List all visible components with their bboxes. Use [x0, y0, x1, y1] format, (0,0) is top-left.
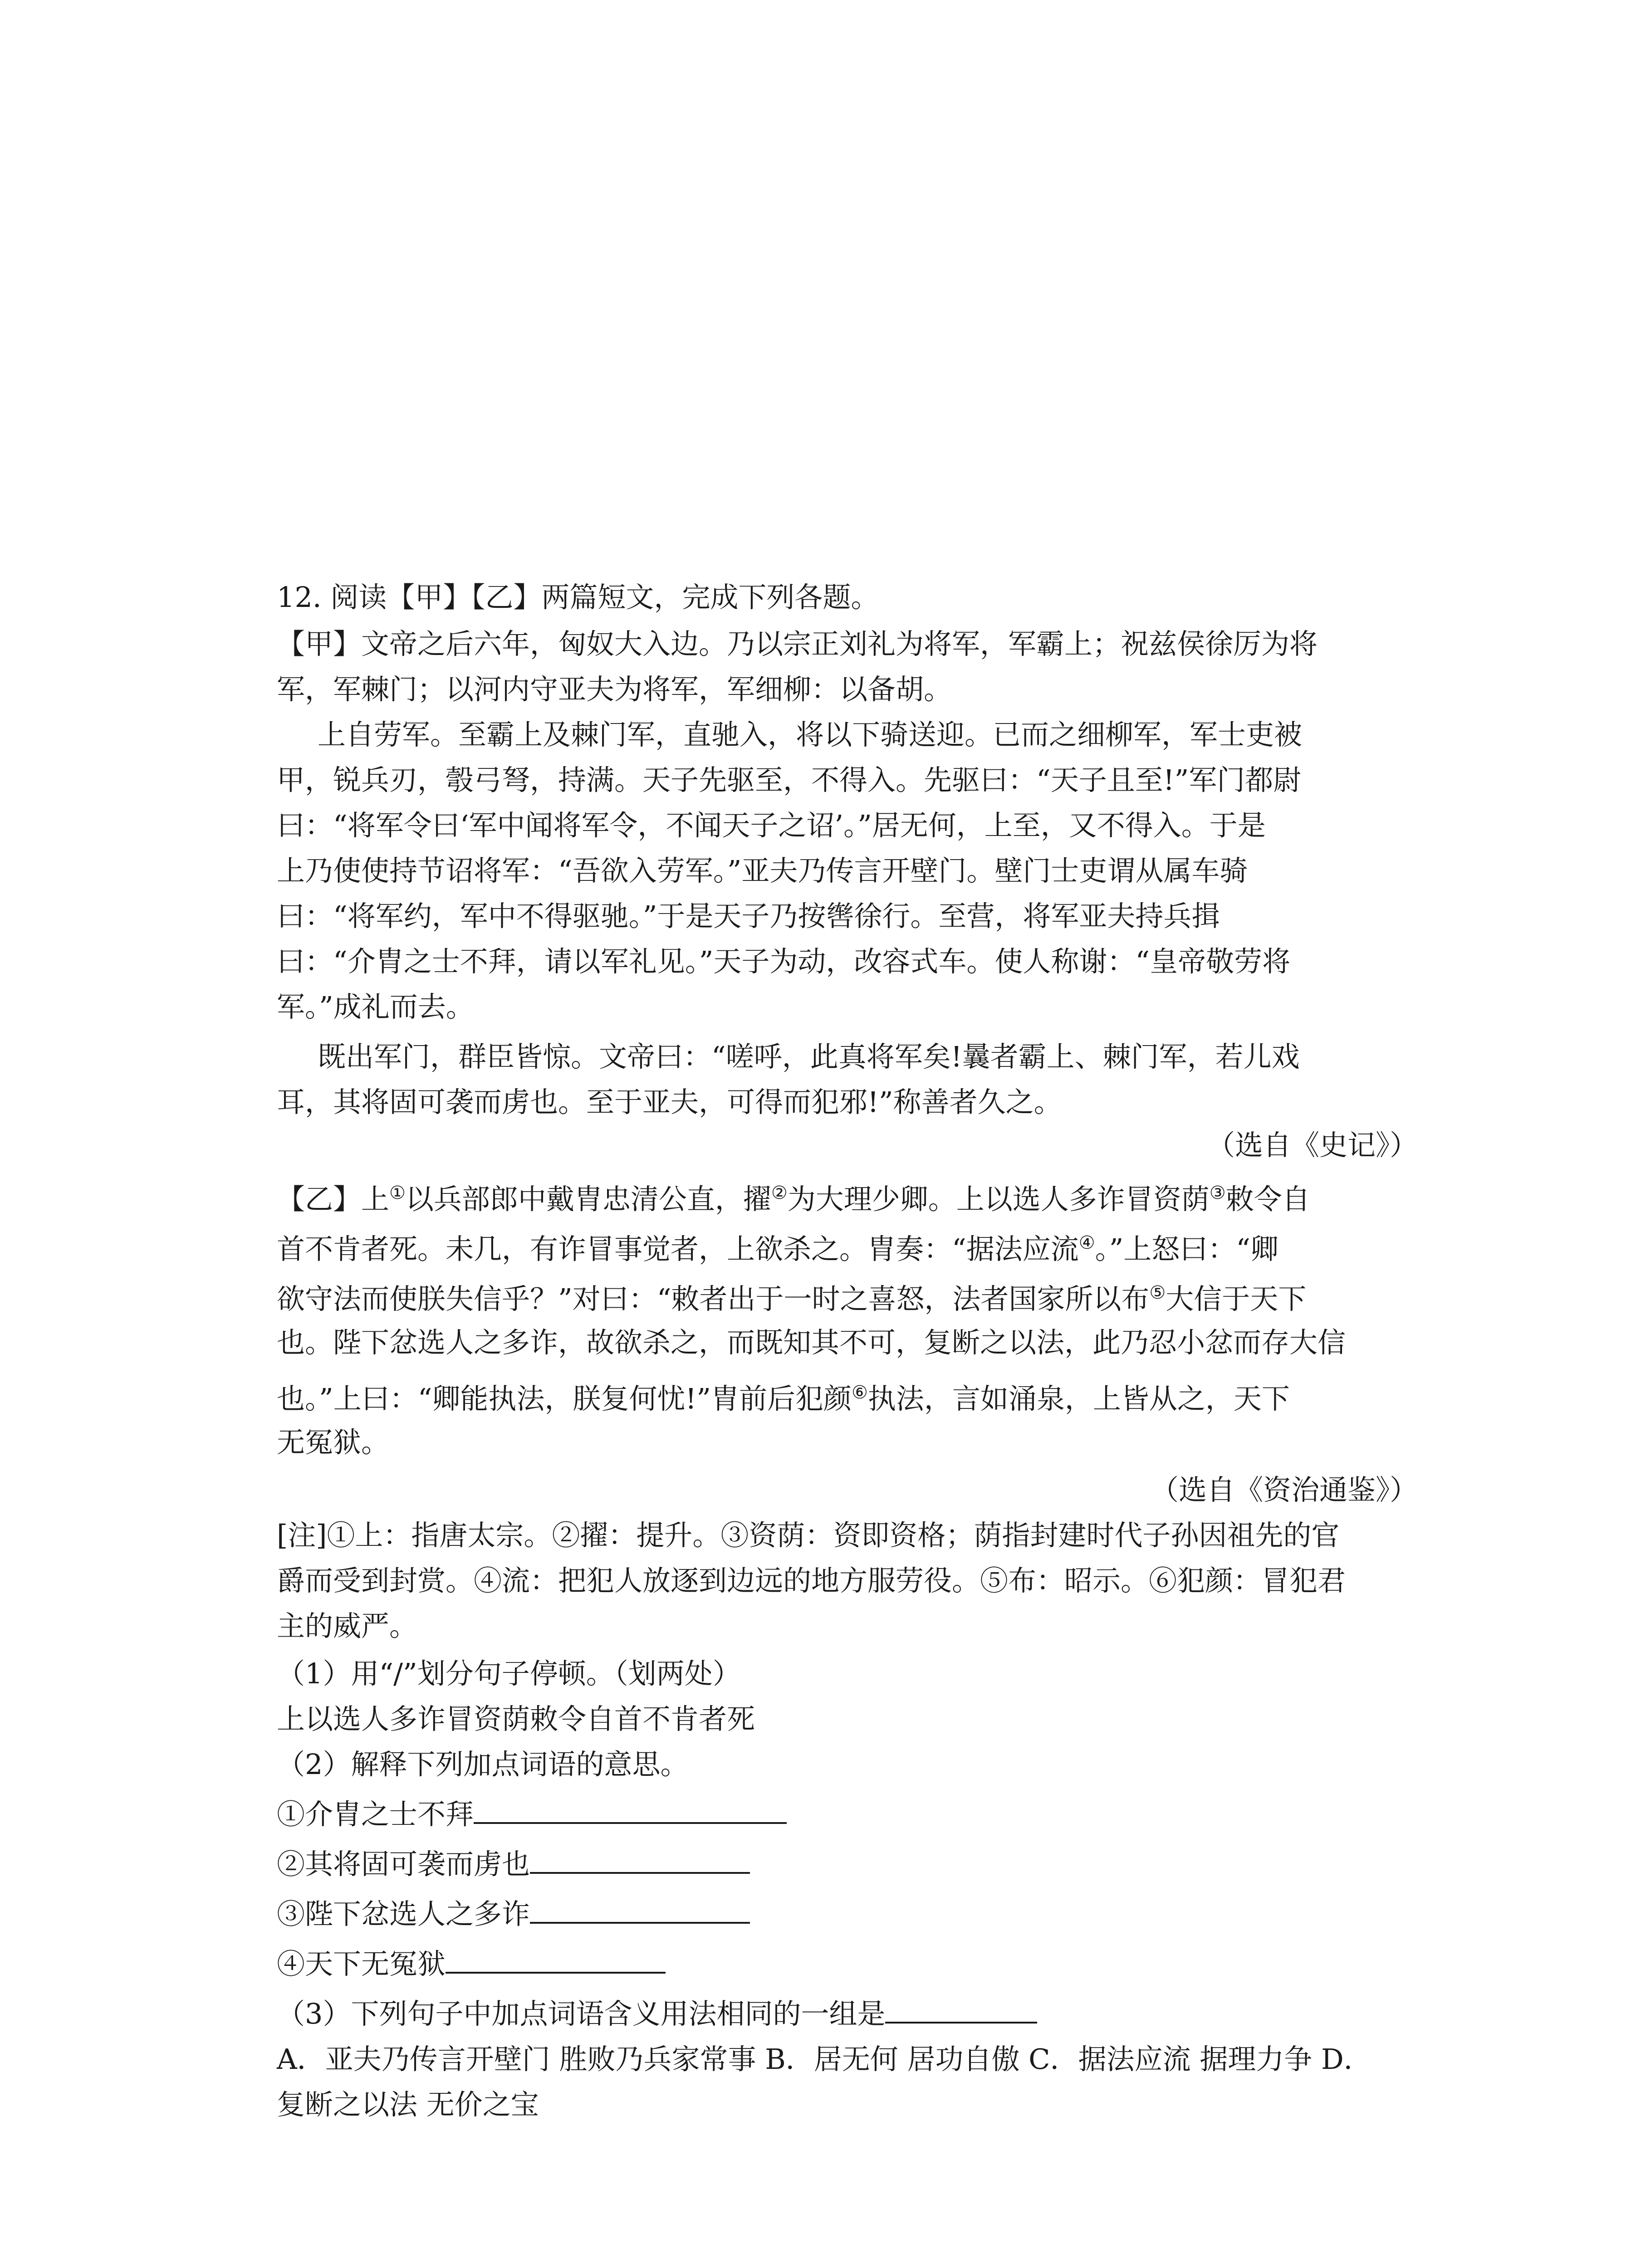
q2-item: ③陛下忿选人之多诈 [277, 1892, 750, 1937]
note-line: 爵而受到封赏。④流：把犯人放逐到边远的地方服劳役。⑤布：昭示。⑥犯颜：冒犯君 [277, 1564, 1346, 1597]
passage-line: 既出军门，群臣皆惊。文帝曰：“嗟呼，此真将军矣!曩者霸上、棘门军，若儿戏 [318, 1040, 1300, 1073]
q2-item: ①介胄之士不拜 [277, 1792, 787, 1837]
q3-options: A．亚夫乃传言开壁门 胜败乃兵家常事 B．居无何 居功自傲 C．据法应流 据理力争 D． [277, 2043, 1372, 2076]
q2-item: ④天下无冤狱 [277, 1941, 666, 1987]
answer-blank[interactable] [474, 1795, 787, 1824]
passage-line: 曰：“将军约，军中不得驱驰。”于是天子乃按辔徐行。至营，将军亚夫持兵揖 [277, 899, 1220, 933]
footnote-marker: ⑥ [852, 1382, 868, 1403]
answer-blank[interactable] [530, 1895, 750, 1924]
passage-line: 耳，其将固可袭而虏也。至于亚夫，可得而犯邪!”称善者久之。 [277, 1085, 1062, 1119]
passage-line: 曰：“介胄之士不拜，请以军礼见。”天子为动，改容式车。使人称谢：“皇帝敬劳将 [277, 945, 1291, 978]
answer-blank[interactable] [885, 1994, 1037, 2024]
note-line: [注]①上：指唐太宗。②擢：提升。③资荫：资即资格；荫指封建时代子孙因祖先的官 [277, 1519, 1340, 1552]
q3-options: 复断之以法 无价之宝 [277, 2088, 539, 2121]
footnote-marker: ① [389, 1183, 406, 1203]
passage-line: 曰：“将军令曰‘军中闻将军令，不闻天子之诏’。”居无何，上至，又不得入。于是 [277, 809, 1266, 842]
source-citation: （选自《资治通鉴》） [1150, 1473, 1418, 1506]
passage-line: 【乙】上①以兵部郎中戴胄忠清公直，擢②为大理少卿。上以选人多诈冒资荫③敕令自 [277, 1183, 1310, 1216]
q3-prompt: （3）下列句子中加点词语含义用法相同的一组是 [277, 1991, 1037, 2037]
question-title: 阅读【甲】【乙】两篇短文，完成下列各题。 [330, 581, 879, 614]
answer-blank[interactable] [530, 1845, 750, 1874]
question-heading [277, 575, 879, 620]
passage-line: 上乃使使持节诏将军：“吾欲入劳军。”亚夫乃传言开壁门。壁门士吏谓从属车骑 [277, 854, 1248, 887]
passage-line: 甲，锐兵刃，彀弓弩，持满。天子先驱至，不得入。先驱曰：“天子且至!”军门都尉 [277, 763, 1302, 797]
answer-blank[interactable] [446, 1945, 666, 1974]
q2-item: ②其将固可袭而虏也 [277, 1842, 750, 1887]
passage-line: 军。”成礼而去。 [277, 990, 474, 1023]
q1-sentence: 上以选人多诈冒资荫敕令自首不肯者死 [277, 1702, 755, 1735]
question-number: 12. [277, 581, 322, 614]
passage-line: 也。”上曰：“卿能执法，朕复何忧!”胄前后犯颜⑥执法，言如涌泉，上皆从之，天下 [277, 1382, 1290, 1415]
footnote-marker: ⑤ [1149, 1282, 1166, 1303]
source-citation: （选自《史记》） [1206, 1129, 1418, 1162]
passage-line: 【甲】文帝之后六年，匈奴大入边。乃以宗正刘礼为将军，军霸上；祝兹侯徐厉为将 [277, 627, 1318, 660]
passage-line: 军，军棘门；以河内守亚夫为将军，军细柳：以备胡。 [277, 673, 952, 706]
footnote-marker: ② [771, 1183, 788, 1203]
note-line: 主的威严。 [277, 1609, 418, 1642]
footnote-marker: ④ [1078, 1232, 1095, 1253]
footnote-marker: ③ [1209, 1183, 1226, 1203]
passage-line: 上自劳军。至霸上及棘门军，直驰入，将以下骑送迎。已而之细柳军，军士吏被 [318, 718, 1303, 751]
q2-prompt: （2）解释下列加点词语的意思。 [277, 1748, 689, 1781]
passage-line: 欲守法而使朕失信乎？”对曰：“敕者出于一时之喜怒，法者国家所以布⑤大信于天下 [277, 1282, 1307, 1315]
passage-line: 首不肯者死。未几，有诈冒事觉者，上欲杀之。胄奏：“据法应流④。”上怒曰：“卿 [277, 1232, 1279, 1266]
passage-line: 无冤狱。 [277, 1426, 390, 1459]
q1-prompt: （1）用“/”划分句子停顿。（划两处） [277, 1657, 741, 1690]
passage-line: 也。陛下忿选人之多诈，故欲杀之，而既知其不可，复断之以法，此乃忍小忿而存大信 [277, 1326, 1346, 1359]
